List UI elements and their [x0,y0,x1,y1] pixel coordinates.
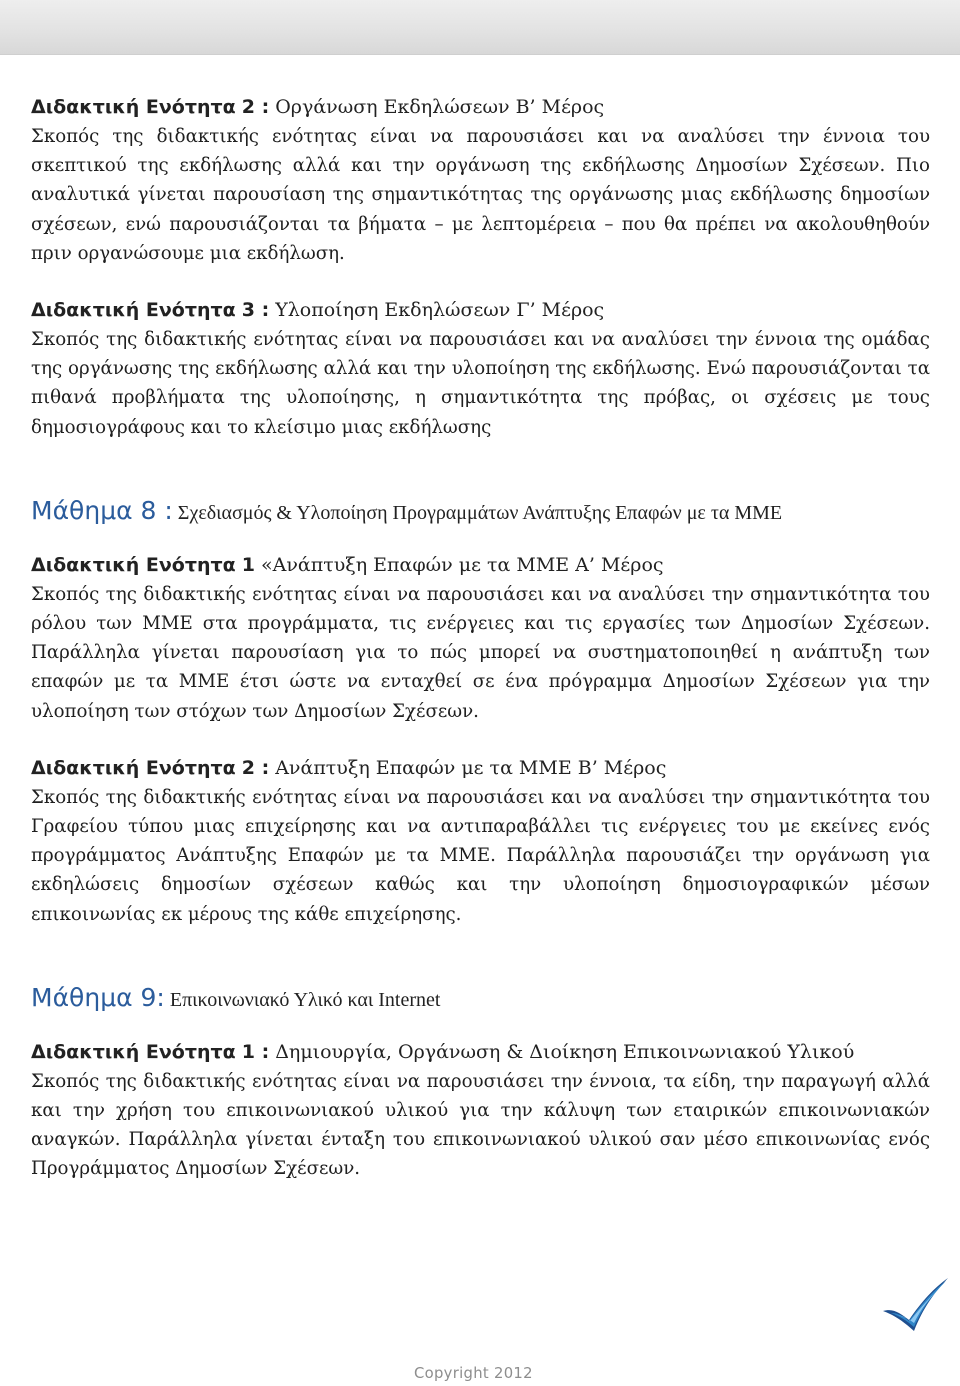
teaching-unit-2-media-contacts [31,754,930,929]
unit-name: Ανάπτυξη Επαφών με τα ΜΜΕ Β’ Μέρος [269,756,667,779]
unit-label: Διδακτική Ενότητα [31,756,236,779]
unit-name: Υλοποίηση Εκδηλώσεων Γ’ Μέρος [269,299,605,322]
teaching-unit-1-media-contacts [31,551,930,726]
unit-number: 2 : [241,756,270,779]
unit-number: 1 : [241,1040,270,1063]
unit-description: Σκοπός της διδακτικής ενότητας είναι να παρουσιάσει την έννοια, τα είδη, την παραγωγή αλλά και την χρήση του επικοινωνιακού υλικού για την κάλυψη των εταιρικών επικοινωνιακών αναγκών. Παράλληλα γίνεται ένταξη του επικοινωνιακού υλικού σαν μέσο επικοινωνίας ενός Προγράμματος Δημοσίων Σχέσεων. [31,1070,930,1180]
unit-name: «Ανάπτυξη Επαφών με τα ΜΜΕ Α’ Μέρος [254,553,664,576]
unit-name: Οργάνωση Εκδηλώσεων Β’ Μέρος [269,96,605,118]
unit-label: Διδακτική Ενότητα [31,1040,236,1063]
unit-label: Διδακτική Ενότητα [31,299,236,322]
unit-description: Σκοπός της διδακτικής ενότητας είναι να παρουσιάσει και να αναλύσει την έννοια της ομάδας της οργάνωσης της εκδήλωσης αλλά και την υλοποίηση της εκδήλωσης. Ενώ παρουσιάζονται τα πιθανά προβλήματα της υλοποίησης, η σημαντικότητα της πρόβας, οι σχέσεις με τους δημοσιογράφους και το κλείσιμο μιας εκδήλωσης [31,329,930,438]
document-content [31,93,930,1212]
lesson-label: Μάθημα 9: [31,982,165,1012]
unit-description: Σκοπός της διδακτικής ενότητας είναι να παρουσιάσει και να αναλύσει την σημαντικότητα του Γραφείου τύπου μιας επιχείρησης και να αντιπαραβάλλει τις ενέργειες του με εκείνες ενός προγράμματος Ανάπτυξης Επαφών με τα ΜΜΕ. Παράλληλα παρουσιάζει την οργάνωση για εκδηλώσεις δημοσίων σχέσεων καθώς και την υλοποίηση δημοσιογραφικών μέσων επικοινωνίας εκ μέρους της κάθε επιχείρησης. [31,786,930,925]
unit-number: 3 : [241,299,270,322]
unit-description: Σκοπός της διδακτικής ενότητας είναι να παρουσιάσει και να αναλύσει την έννοια του σκεπτικού της εκδήλωσης αλλά και την οργάνωση της εκδήλωσης Δημοσίων Σχέσεων. Πιο αναλυτικά γίνεται παρουσίαση της σημαντικότητας της οργάνωσης μιας εκδήλωσης δημοσίων σχέσεων, ενώ παρουσιάζονται τα βήματα – με λεπτομέρεια – που θα πρέπει να ακολουθηθούν πριν οργανώσουμε μια εκδήλωση. [31,126,930,264]
copyright-notice: Copyright 2012 [414,1365,533,1382]
unit-name: Δημιουργία, Οργάνωση & Διοίκηση Επικοινωνιακού Υλικού [269,1040,855,1063]
lesson-label: Μάθημα 8 : [31,495,173,525]
checkmark-swoosh-logo [878,1276,950,1334]
teaching-unit-3-events-implementation [31,296,930,442]
unit-number: 1 [241,553,255,576]
unit-label: Διδακτική Ενότητα [31,96,236,118]
lesson-name: Επικοινωνιακό Υλικό και Internet [164,988,441,1011]
lesson-9-heading [31,981,930,1018]
unit-title [31,1038,930,1067]
teaching-unit-1-communication-material [31,1038,930,1184]
lesson-name: Σχεδιασμός & Υλοποίηση Προγραμμάτων Ανάπτυξης Επαφών με τα ΜΜΕ [172,501,783,524]
header-bar [0,0,960,55]
unit-title [31,551,930,580]
teaching-unit-2-events-organization [31,93,930,268]
unit-number: 2 : [241,96,270,118]
unit-label: Διδακτική Ενότητα [31,553,236,576]
unit-description: Σκοπός της διδακτικής ενότητας είναι να παρουσιάσει και να αναλύσει την σημαντικότητα του ρόλου των ΜΜΕ στα προγράμματα, τις ενέργειες και τις εργασίες των Δημοσίων Σχέσεων. Παράλληλα γίνεται παρουσίαση για το πώς μπορεί να συστηματοποιηθεί η ανάπτυξη των επαφών με τα ΜΜΕ έτσι ώστε να ενταχθεί σε ένα πρόγραμμα Δημοσίων Σχέσεων για την υλοποίηση των στόχων των Δημοσίων Σχέσεων. [31,583,930,722]
unit-title [31,754,930,783]
unit-title [31,296,930,325]
unit-title [31,93,930,122]
lesson-8-heading [31,494,930,531]
